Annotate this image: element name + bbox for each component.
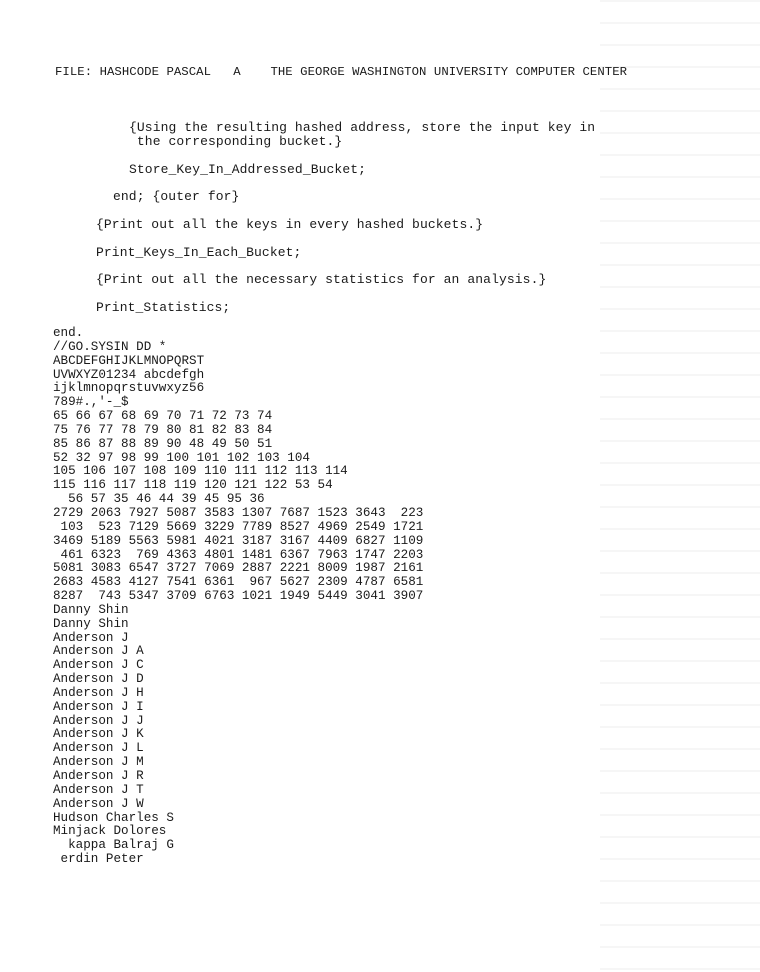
listing-line: Anderson J W <box>53 796 144 811</box>
listing-line: Danny Shin <box>53 602 129 617</box>
listing-line: ABCDEFGHIJKLMNOPQRST <box>53 353 205 368</box>
bleed-through-shadow <box>600 0 760 972</box>
listing-line: UVWXYZ01234 abcdefgh <box>53 367 205 382</box>
listing-line: 2729 2063 7927 5087 3583 1307 7687 1523 3643 223 <box>53 505 424 520</box>
listing-line: Anderson J M <box>53 755 144 770</box>
code-line: Print_Statistics; <box>96 300 231 315</box>
listing-line: 3469 5189 5563 5981 4021 3187 3167 4409 6827 1109 <box>53 533 424 548</box>
listing-line: 789#.,'-_$ <box>53 395 129 410</box>
listing-line: Anderson J C <box>53 658 144 673</box>
listing-line: //GO.SYSIN DD * <box>53 339 167 354</box>
listing-line: ijklmnopqrstuvwxyz56 <box>53 381 205 396</box>
listing-line: Anderson J <box>53 630 129 645</box>
listing-line: Anderson J T <box>53 782 144 797</box>
listing-line: 56 57 35 46 44 39 45 95 36 <box>53 492 265 507</box>
listing-line: 52 32 97 98 99 100 101 102 103 104 <box>53 450 310 465</box>
listing-line: 105 106 107 108 109 110 111 112 113 114 <box>53 464 348 479</box>
listing-line: 2683 4583 4127 7541 6361 967 5627 2309 4787 6581 <box>53 575 424 590</box>
listing-line: Anderson J I <box>53 699 144 714</box>
listing-line: 461 6323 769 4363 4801 1481 6367 7963 1747 2203 <box>53 547 424 562</box>
listing-line: 75 76 77 78 79 80 81 82 83 84 <box>53 422 273 437</box>
listing-line: kappa Balraj G <box>53 838 174 853</box>
listing-line: Anderson J L <box>53 741 144 756</box>
listing-line: Danny Shin <box>53 616 129 631</box>
data-listing <box>53 327 423 867</box>
listing-line: Anderson J J <box>53 713 144 728</box>
listing-line: Anderson J K <box>53 727 144 742</box>
listing-line: Anderson J A <box>53 644 144 659</box>
listing-line: Anderson J R <box>53 769 144 783</box>
code-line: {Using the resulting hashed address, store the input key in <box>129 120 596 135</box>
listing-line: Minjack Dolores <box>53 824 167 839</box>
code-line: {Print out all the necessary statistics for an analysis.} <box>96 272 547 287</box>
listing-line: 103 523 7129 5669 3229 7789 8527 4969 2549 1721 <box>53 519 424 534</box>
listing-line: 85 86 87 88 89 90 48 49 50 51 <box>53 436 273 451</box>
listing-line: 5081 3083 6547 3727 7069 2887 2221 8009 1987 2161 <box>53 561 424 576</box>
code-line: the corresponding bucket.} <box>129 134 343 149</box>
listing-line: 8287 743 5347 3709 6763 1021 1949 5449 3041 3907 <box>53 589 424 604</box>
listing-line: Anderson J D <box>53 672 144 687</box>
listing-line: Anderson J H <box>53 685 144 700</box>
listing-line: 115 116 117 118 119 120 121 122 53 54 <box>53 478 333 493</box>
code-line: Print_Keys_In_Each_Bucket; <box>96 245 302 260</box>
code-line: Store_Key_In_Addressed_Bucket; <box>129 162 367 177</box>
code-line: {Print out all the keys in every hashed buckets.} <box>96 217 484 232</box>
listing-line: 65 66 67 68 69 70 71 72 73 74 <box>53 409 273 424</box>
listing-line: end. <box>53 326 84 340</box>
listing-line: Hudson Charles S <box>53 810 174 825</box>
code-line: end; {outer for} <box>113 189 240 204</box>
file-header: FILE: HASHCODE PASCAL A THE GEORGE WASHINGTON UNIVERSITY COMPUTER CENTER <box>55 65 628 79</box>
listing-line: erdin Peter <box>53 852 144 867</box>
